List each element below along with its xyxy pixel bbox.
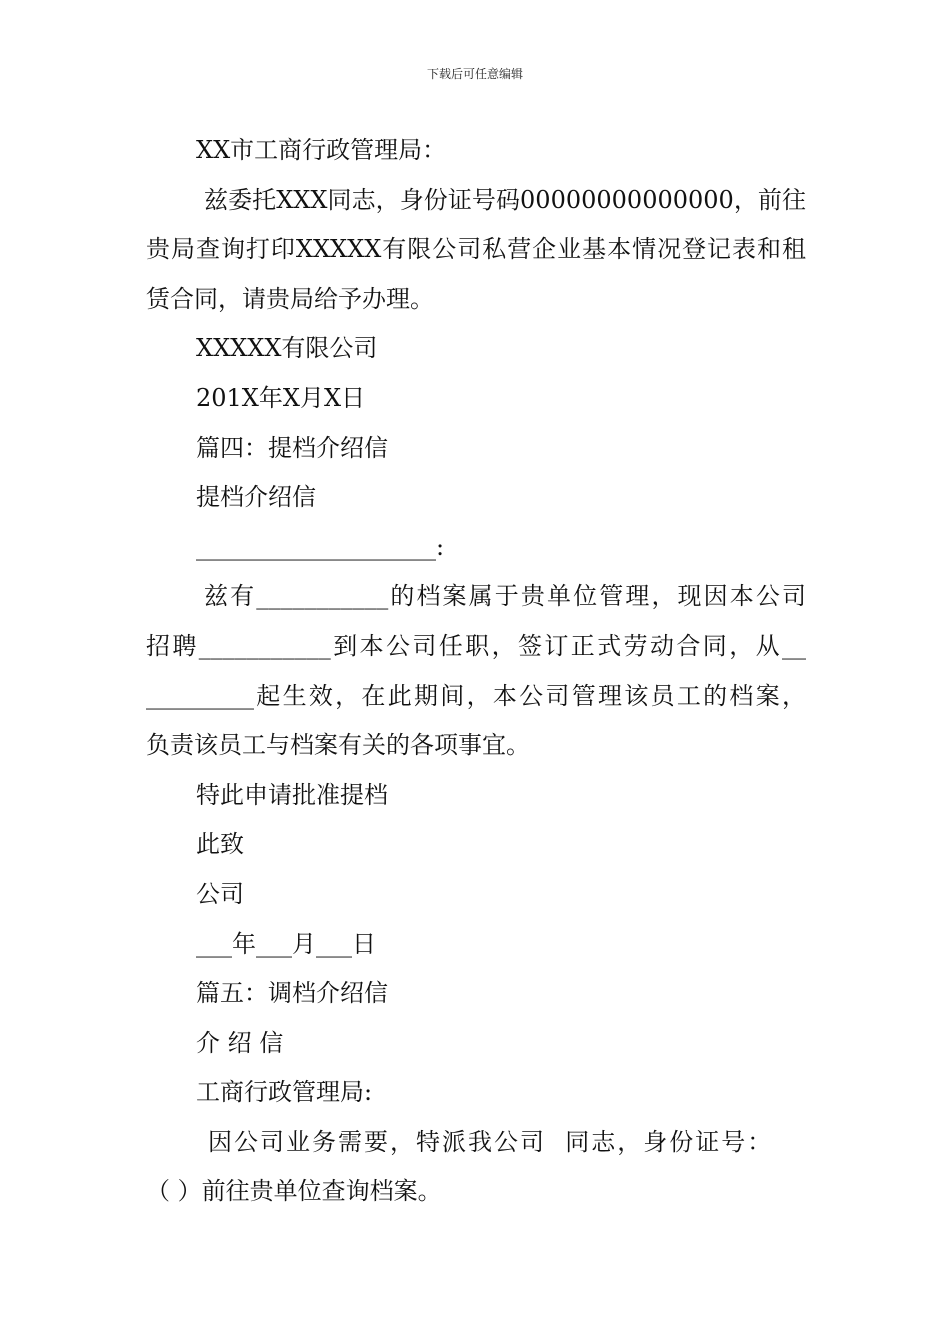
date-line: 201X年X月X日 <box>196 383 366 412</box>
section-heading: 篇四：提档介绍信 <box>196 433 388 462</box>
salutation: 此致 <box>196 830 244 859</box>
paragraph-line: 赁合同，请贵局给予办理。 <box>146 284 434 313</box>
company-name: 公司 <box>196 879 244 908</box>
paragraph-line: _________起生效，在此期间，本公司管理该员工的档案， <box>146 681 806 710</box>
document-body <box>146 126 806 1217</box>
letter-title: 提档介绍信 <box>196 483 316 512</box>
paragraph-line: 负责该员工与档案有关的各项事宜。 <box>146 731 530 760</box>
addressee-blank: ____________________: <box>196 532 445 561</box>
paragraph-line: 贵局查询打印XXXXX有限公司私营企业基本情况登记表和租 <box>146 235 806 264</box>
company-name: XXXXX有限公司 <box>196 334 378 363</box>
paragraph-line: 兹委托XXX同志，身份证号码00000000000000，前往 <box>204 185 806 214</box>
date-line: ___年___月___日 <box>196 929 376 958</box>
request-line: 特此申请批准提档 <box>196 780 388 809</box>
page-header: 下载后可任意编辑 <box>426 67 523 81</box>
paragraph-line: 兹有___________的档案属于贵单位管理，现因本公司 <box>204 582 806 611</box>
addressee-line: 工商行政管理局: <box>196 1078 373 1107</box>
paragraph-line: 因公司业务需要，特派我公司 同志，身份证号： <box>208 1127 774 1156</box>
addressee-line: XX市工商行政管理局： <box>196 136 447 164</box>
paragraph-line: （ ）前往贵单位查询档案。 <box>146 1177 442 1206</box>
letter-title: 介 绍 信 <box>196 1028 284 1057</box>
section-heading: 篇五：调档介绍信 <box>196 979 388 1008</box>
paragraph-line: 招聘___________到本公司任职，签订正式劳动合同，从__ <box>146 631 806 660</box>
